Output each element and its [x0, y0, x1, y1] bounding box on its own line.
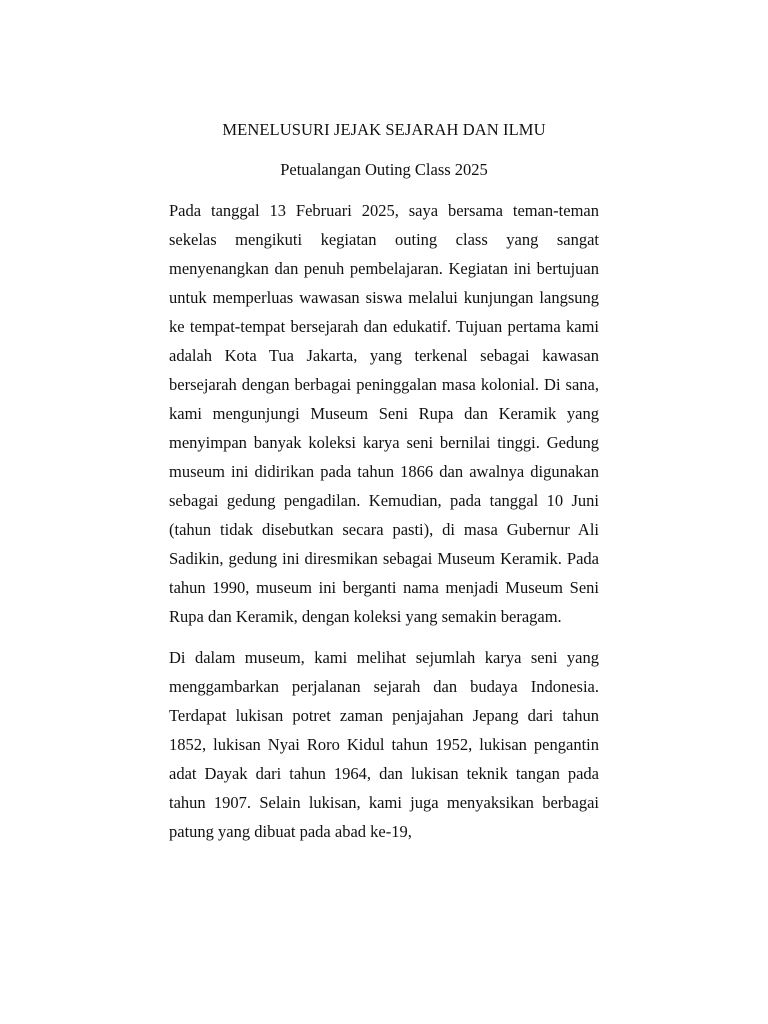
document-body — [169, 196, 599, 846]
paragraph-1: Pada tanggal 13 Februari 2025, saya bersama teman-teman sekelas mengikuti kegiatan outing class yang sangat menyenangkan dan penuh pembelajaran. Kegiatan ini bertujuan untuk memperluas wawasan siswa melalui kunjungan langsung ke tempat-tempat bersejarah dan edukatif. Tujuan pertama kami adalah Kota Tua Jakarta, yang terkenal sebagai kawasan bersejarah dengan berbagai peninggalan masa kolonial. Di sana, kami mengunjungi Museum Seni Rupa dan Keramik yang menyimpan banyak koleksi karya seni bernilai tinggi. Gedung museum ini didirikan pada tahun 1866 dan awalnya digunakan sebagai gedung pengadilan. Kemudian, pada tanggal 10 Juni (tahun tidak disebutkan secara pasti), di masa Gubernur Ali Sadikin, gedung ini diresmikan sebagai Museum Keramik. Pada tahun 1990, museum ini berganti nama menjadi Museum Seni Rupa dan Keramik, dengan koleksi yang semakin beragam. — [169, 201, 599, 626]
document-title: MENELUSURI JEJAK SEJARAH DAN ILMU — [222, 120, 546, 139]
paragraph-2: Di dalam museum, kami melihat sejumlah karya seni yang menggambarkan perjalanan sejarah dan budaya Indonesia. Terdapat lukisan potret zaman penjajahan Jepang dari tahun 1852, lukisan Nyai Roro Kidul tahun 1952, lukisan pengantin adat Dayak dari tahun 1964, dan lukisan teknik tangan pada tahun 1907. Selain lukisan, kami juga menyaksikan berbagai patung yang dibuat pada abad ke-19, — [169, 648, 599, 841]
document-subtitle: Petualangan Outing Class 2025 — [280, 160, 488, 179]
